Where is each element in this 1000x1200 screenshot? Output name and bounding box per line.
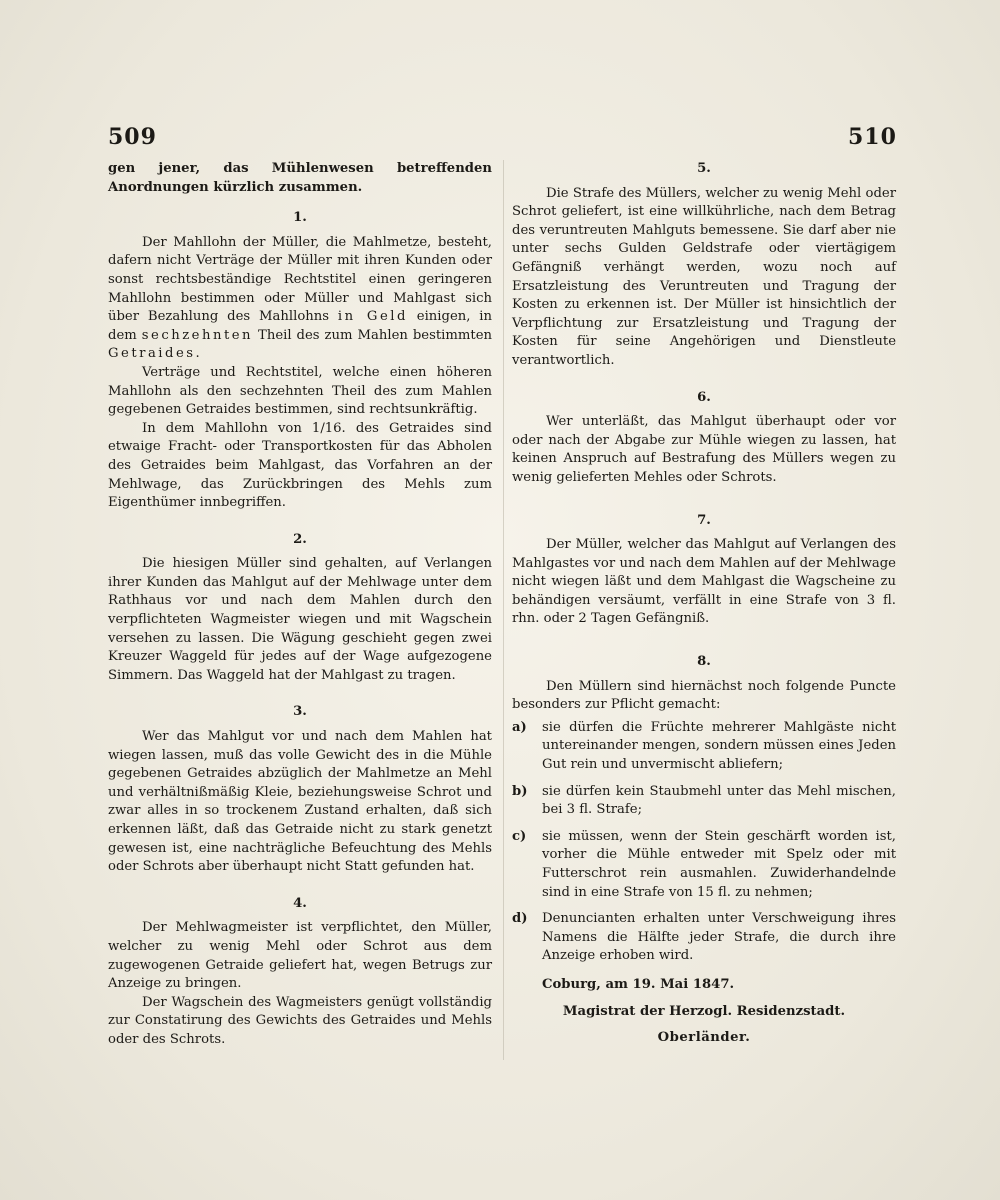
section-4-paragraph-1: Der Mehlwagmeister ist verpflichtet, den Müller, welcher zu wenig Mehl oder Schrot aus dem zugewogenen Getraide geliefert hat, wegen Betrugs zur Anzeige zu bringen. bbox=[108, 920, 492, 992]
list-item-marker: a) bbox=[512, 719, 527, 735]
list-item-text: sie dürfen die Früchte mehrerer Mahlgäste nicht untereinander mengen, sondern müssen eines Jeden Gut rein und unvermischt abliefern; bbox=[542, 719, 896, 773]
list-item bbox=[512, 828, 896, 902]
list-item-text: sie müssen, wenn der Stein geschärft worden ist, vorher die Mühle entweder mit Spelz oder mit Futterschrot rein ausmahlen. Zuwiderhandelnde sind in eine Strafe von 15 fl. zu nehmen; bbox=[542, 828, 896, 900]
left-column bbox=[108, 160, 492, 1050]
signature-block bbox=[512, 976, 896, 1048]
section-2-paragraph-1: Die hiesigen Müller sind gehalten, auf Verlangen ihrer Kunden das Mahlgut auf der Mehlwage unter dem Rathhaus vor und nach dem Mahlen durch den verpflichteten Wagmeister wiegen und mit Wagschein versehen zu lassen. Die Wägung geschieht gegen zwei Kreuzer Waggeld für jedes auf der Wage aufgezogene Simmern. Das Waggeld hat der Mahlgast zu tragen. bbox=[108, 556, 492, 683]
section-1-paragraph-2: Verträge und Rechtstitel, welche einen höheren Mahllohn als den sechzehnten Theil des zum Mahlen gegebenen Getraides bestimmen, sind rechtsunkräftig. bbox=[108, 364, 492, 418]
section-7-paragraph-1: Der Müller, welcher das Mahlgut auf Verlangen des Mahlgastes vor und nach dem Mahlen auf der Mehlwage nicht wiegen läßt und dem Mahlgast die Wagscheine zu behändigen versäumt, verfällt in eine Strafe von 3 fl. rhn. oder 2 Tagen Gefängniß. bbox=[512, 537, 896, 627]
section-number-1: 1. bbox=[293, 210, 307, 226]
list-item bbox=[512, 719, 896, 775]
section-number-3: 3. bbox=[293, 704, 307, 720]
section-8-list bbox=[512, 719, 896, 966]
right-column bbox=[512, 160, 896, 1048]
section-number-5: 5. bbox=[697, 161, 711, 176]
section-8-intro: Den Müllern sind hiernächst noch folgende Puncte besonders zur Pflicht gemacht: bbox=[512, 678, 896, 713]
section-1-paragraph-3: In dem Mahllohn von 1/16. des Getraides sind etwaige Fracht- oder Transportkosten für das Abholen des Getraides beim Mahlgast, das Vorfahren an der Mehlwage, das Zurückbringen des Mehls zum Eigenthümer innbegriffen. bbox=[108, 420, 492, 511]
section-number-6: 6. bbox=[697, 389, 711, 405]
section-number-4: 4. bbox=[293, 895, 307, 911]
issuing-authority: Magistrat der Herzogl. Residenzstadt. bbox=[562, 1003, 846, 1019]
section-number-2: 2. bbox=[293, 531, 307, 547]
section-number-8: 8. bbox=[697, 654, 711, 670]
list-item-marker: d) bbox=[512, 911, 528, 927]
column-divider bbox=[503, 160, 504, 1060]
section-4-paragraph-2: Der Wagschein des Wagmeisters genügt vollständig zur Constatirung des Gewichts des Getraides und Mehls oder des Schrots. bbox=[108, 994, 492, 1047]
page-number-left: 509 bbox=[108, 124, 157, 150]
section-1-paragraph-1: Der Mahllohn der Müller, die Mahlmetze, besteht, dafern nicht Verträge der Müller mit ihren Kunden oder sonst rechtsbeständige Rechtstitel einen geringeren Mahllohn bestimmen oder Müller und Mahlgast sich über Bezahlung des Mahllohns in Geld einigen, in dem sechzehnten Theil des zum Mahlen bestimmten Getraides. bbox=[108, 234, 493, 362]
section-3-paragraph-1: Wer das Mahlgut vor und nach dem Mahlen hat wiegen lassen, muß das volle Gewicht des in die Mühle gegebenen Getraides abzüglich der Mahlmetze an Mehl und verhältnißmäßig Kleie, beziehungsweise Schrot und zwar alles in so trockenem Zustand erhalten, daß sich erkennen läßt, daß das Getraide nicht zu stark genetzt gewesen ist, eine nachträgliche Befeuchtung des Mehls oder Schrots aber überhaupt nicht Statt gefunden hat. bbox=[108, 729, 492, 875]
list-item bbox=[512, 910, 896, 966]
section-number-7: 7. bbox=[697, 512, 711, 528]
list-item-marker: c) bbox=[512, 828, 527, 844]
place-and-date: Coburg, am 19. Mai 1847. bbox=[542, 976, 735, 992]
page-number-right: 510 bbox=[848, 124, 897, 150]
list-item-text: Denuncianten erhalten unter Verschweigung ihres Namens die Hälfte jeder Strafe, die durch ihre Anzeige erhoben wird. bbox=[542, 911, 896, 964]
list-item-marker: b) bbox=[512, 783, 528, 799]
section-5-paragraph-1: Die Strafe des Müllers, welcher zu wenig Mehl oder Schrot geliefert, ist eine willkührliche, nach dem Betrag des veruntreuten Mahlguts bemessene. Sie darf aber nie unter sechs Gulden Geldstrafe oder viertägigem Gefängniß verhängt werden, wozu noch auf Ersatzleistung des Veruntreuten und Tragung der Kosten zu erkennen ist. Der Müller ist hinsichtlich der Verpflichtung zur Ersatzleistung und Tragung der Kosten für seine Angehörigen und Dienstleute verantwortlich. bbox=[512, 185, 896, 368]
intro-text: gen jener, das Mühlenwesen betreffenden Anordnungen kürzlich zusammen. bbox=[108, 161, 492, 195]
signatory-name: Oberländer. bbox=[657, 1030, 751, 1046]
section-6-paragraph-1: Wer unterläßt, das Mahlgut überhaupt oder vor oder nach der Abgabe zur Mühle wiegen zu lassen, hat keinen Anspruch auf Bestrafung des Müllers wegen zu wenig gelieferten Mehles oder Schrots. bbox=[512, 414, 896, 485]
list-item-text: sie dürfen kein Staubmehl unter das Mehl mischen, bei 3 fl. Strafe; bbox=[542, 783, 896, 818]
list-item bbox=[512, 783, 896, 820]
